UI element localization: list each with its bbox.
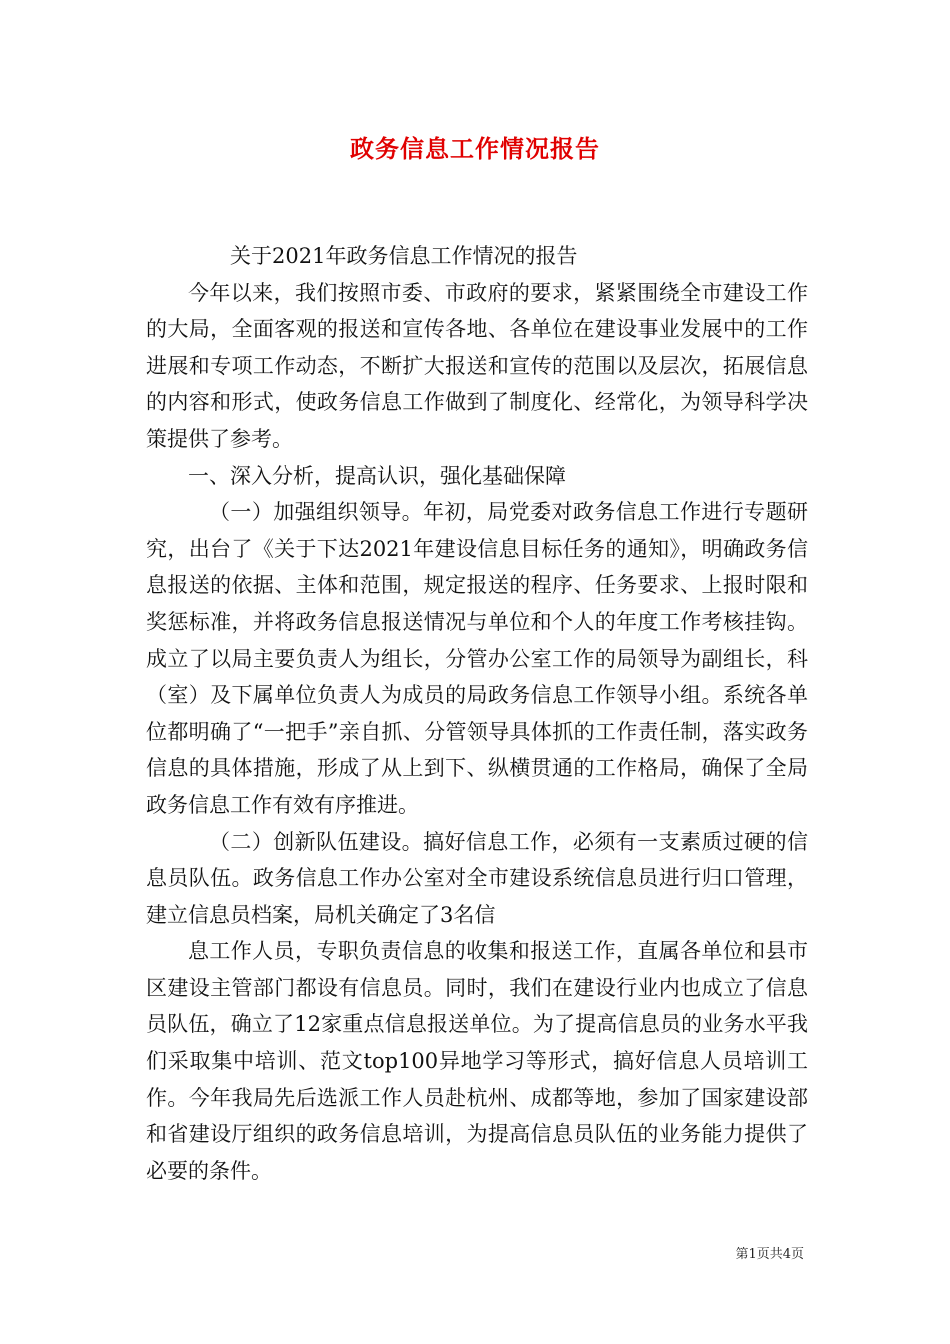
document-title: 政务信息工作情况报告 <box>350 134 600 163</box>
paragraph-intro: 今年以来，我们按照市委、市政府的要求，紧紧围绕全市建设工作的大局，全面客观的报送和宣传各地、各单位在建设事业发展中的工作进展和专项工作动态，不断扩大报送和宣传的范围以及层次，拓展信息的内容和形式，使政务信息工作做到了制度化、经常化，为领导科学决策提供了参考。 <box>146 280 808 451</box>
document-body <box>146 238 808 1189</box>
page-number: 第1页共4页 <box>735 1247 804 1262</box>
paragraph-staff: 息工作人员，专职负责信息的收集和报送工作，直属各单位和县市区建设主管部门都设有信息员。同时，我们在建设行业内也成立了信息员队伍，确立了12家重点信息报送单位。为了提高信息员的业务水平我们采取集中培训、范文top100异地学习等形式，搞好信息人员培训工作。今年我局先后选派工作人员赴杭州、成都等地，参加了国家建设部和省建设厅组织的政务信息培训，为提高信息员队伍的业务能力提供了必要的条件。 <box>146 939 808 1183</box>
paragraph-organization: （一）加强组织领导。年初，局党委对政务信息工作进行专题研究，出台了《关于下达2021年建设信息目标任务的通知》，明确政务信息报送的依据、主体和范围，规定报送的程序、任务要求、上报时限和奖惩标准，并将政务信息报送情况与单位和个人的年度工作考核挂钩。成立了以局主要负责人为组长，分管办公室工作的局领导为副组长，科（室）及下属单位负责人为成员的局政务信息工作领导小组。系统各单位都明确了“一把手”亲自抓、分管领导具体抓的工作责任制，落实政务信息的具体措施，形成了从上到下、纵横贯通的工作格局，确保了全局政务信息工作有效有序推进。 <box>146 500 808 817</box>
section-heading-1: 一、深入分析，提高认识，强化基础保障 <box>188 463 566 488</box>
paragraph-team-building: （二）创新队伍建设。搞好信息工作，必须有一支素质过硬的信息员队伍。政务信息工作办公室对全市建设系统信息员进行归口管理，建立信息员档案，局机关确定了3名信 <box>146 829 808 927</box>
document-subtitle: 关于2021年政务信息工作情况的报告 <box>230 244 578 268</box>
